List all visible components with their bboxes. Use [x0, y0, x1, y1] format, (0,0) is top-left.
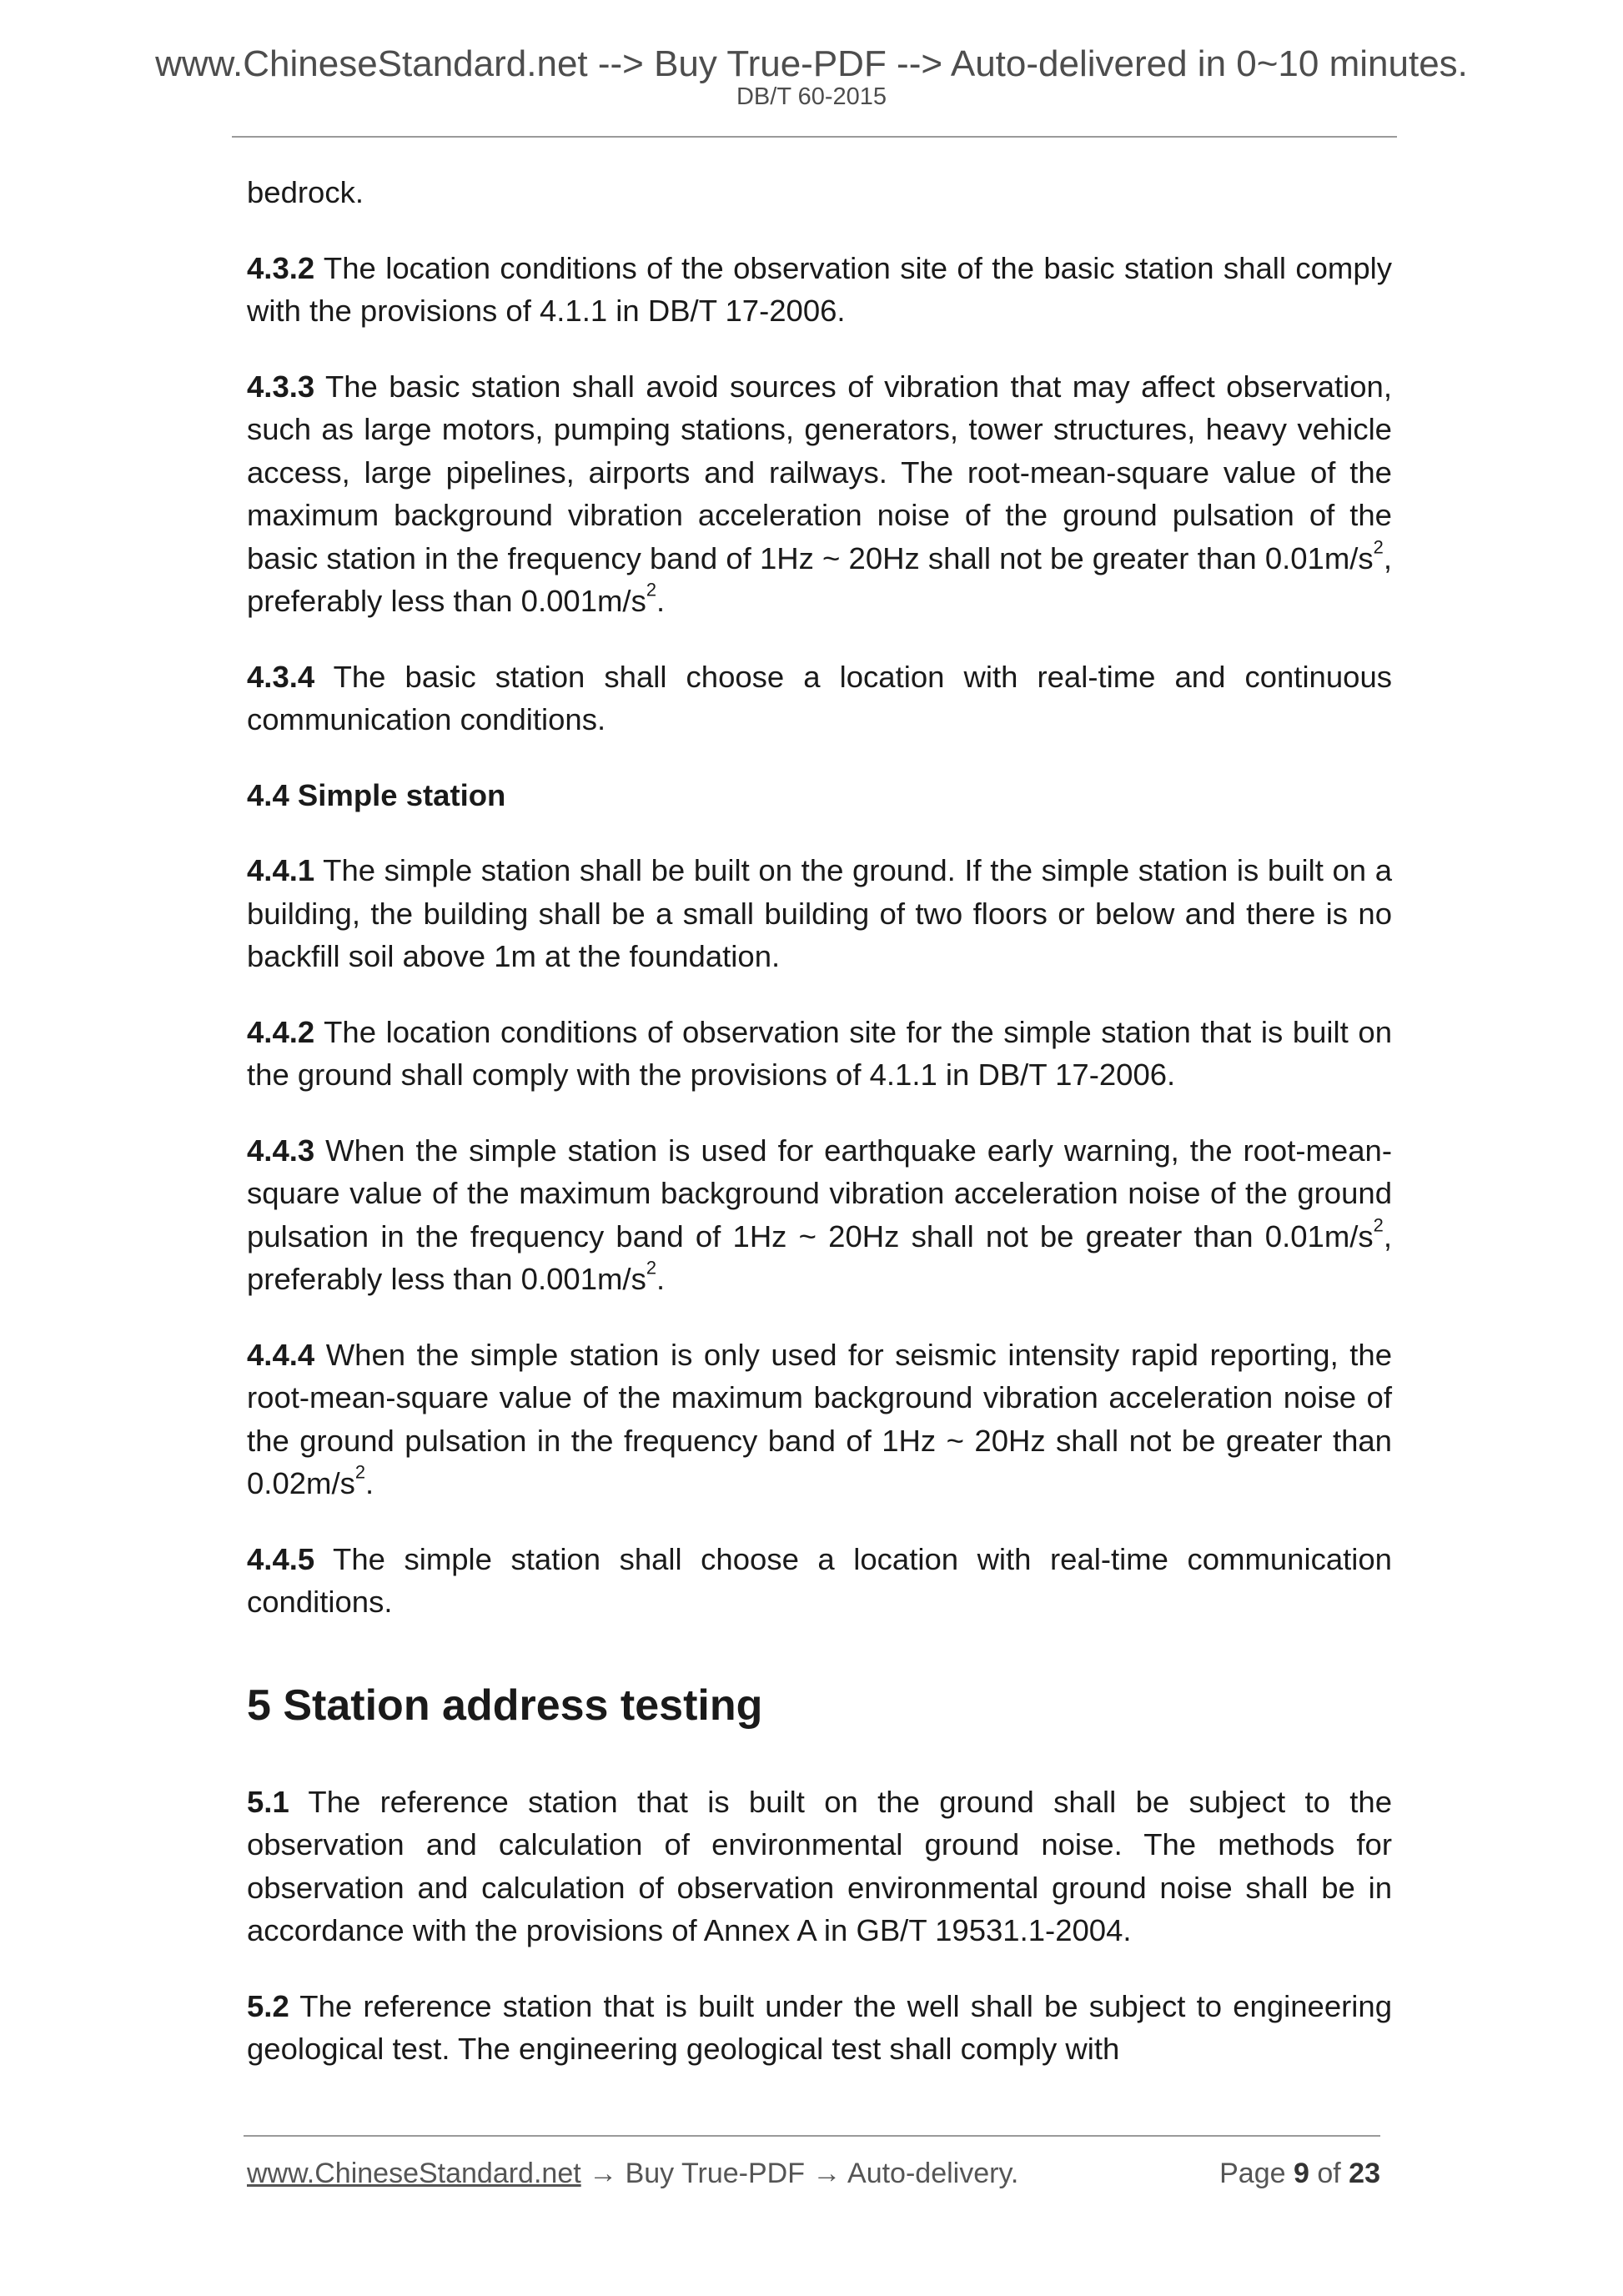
buy-label: Buy True-PDF: [625, 2158, 805, 2189]
section-heading-4-4: 4.4 Simple station: [247, 777, 506, 812]
site-link[interactable]: www.ChineseStandard.net: [247, 2158, 581, 2189]
clause-text: .: [365, 1466, 374, 1500]
site-banner: www.ChineseStandard.net --> Buy True-PDF --> Auto-delivered in 0~10 minutes.: [155, 43, 1468, 84]
page-indicator: [1219, 2158, 1380, 2190]
clause-text: The location conditions of observation site for the simple station that is built on the ground shall comply with the provisions of 4.1.1 in DB/T 17-2006.: [247, 1014, 1392, 1092]
clause-text: The simple station shall choose a location with real-time communication conditions.: [247, 1541, 1392, 1619]
clause-number: 4.4.4: [247, 1337, 315, 1372]
clause-text: The basic station shall avoid sources of vibration that may affect observation, such as large motors, pumping stations, generators, tower structures, heavy vehicle access, large pipelines, airports and railways. The root-mean-square value of the maximum background vibration acceleration noise of the ground pulsation of the basic station in the frequency band of 1Hz ~ 20Hz shall not be greater than 0.01m/s: [247, 369, 1392, 575]
clause-number: 4.4.1: [247, 853, 315, 887]
clause-number: 4.4.5: [247, 1541, 315, 1576]
auto-delivery-label: Auto-delivery.: [847, 2158, 1019, 2189]
clause-number: 4.3.2: [247, 250, 315, 285]
clause-text: , preferably less than 0.001m/s: [247, 540, 1392, 618]
superscript: 2: [354, 1461, 366, 1483]
footer-divider: [244, 2135, 1380, 2137]
clause-number: 4.4.3: [247, 1133, 315, 1168]
clause-4-3-2: [247, 247, 1392, 333]
header-divider: [232, 136, 1397, 138]
clause-number: 4.4.2: [247, 1014, 315, 1049]
clause-text: .: [656, 1262, 666, 1296]
paragraph-continuation: bedrock.: [247, 175, 364, 209]
clause-number: 5.1: [247, 1784, 289, 1819]
clause-4-4-1: [247, 849, 1392, 978]
clause-text: The location conditions of the observation site of the basic station shall comply with the provisions of 4.1.1 in DB/T 17-2006.: [247, 250, 1392, 328]
chapter-heading-5: 5 Station address testing: [247, 1681, 763, 1730]
clause-5-2: [247, 1985, 1392, 2071]
clause-number: 4.3.3: [247, 369, 315, 404]
clause-4-3-3: [247, 365, 1392, 623]
clause-4-4-2: [247, 1011, 1392, 1097]
clause-text: When the simple station is used for earthquake early warning, the root-mean-square value of the maximum background vibration acceleration noise of the ground pulsation in the frequency band of 1Hz ~ 20Hz shall not be greater than 0.01m/s: [247, 1133, 1392, 1254]
page-footer: [247, 2158, 1380, 2199]
page-total: 23: [1349, 2158, 1380, 2189]
page-content: [247, 171, 1392, 2103]
superscript: 2: [646, 1257, 657, 1279]
clause-number: 5.2: [247, 1988, 289, 2023]
superscript: 2: [646, 579, 657, 600]
clause-4-4-4: [247, 1334, 1392, 1505]
clause-4-4-5: [247, 1538, 1392, 1624]
page-label: Page: [1219, 2158, 1286, 2189]
footer-left: [247, 2158, 1018, 2190]
clause-text: The reference station that is built under the well shall be subject to engineering geological test. The engineering geological test shall comply with: [247, 1988, 1392, 2066]
clause-text: The reference station that is built on the ground shall be subject to the observation and calculation of environmental ground noise. The methods for observation and calculation of observation environmental ground noise shall be in accordance with the provisions of Annex A in GB/T 19531.1-2004.: [247, 1784, 1392, 1947]
clause-text: , preferably less than 0.001m/s: [247, 1218, 1392, 1296]
clause-4-4-3: [247, 1129, 1392, 1301]
clause-text: .: [656, 584, 666, 618]
arrow-icon: →: [804, 2158, 848, 2189]
page-number: 9: [1293, 2158, 1309, 2189]
of-label: of: [1317, 2158, 1341, 2189]
clause-4-3-4: [247, 656, 1392, 741]
document-id: DB/T 60-2015: [736, 83, 887, 110]
superscript: 2: [1373, 1213, 1384, 1235]
clause-text: The basic station shall choose a location with real-time and continuous communication conditions.: [247, 659, 1392, 736]
clause-5-1: [247, 1781, 1392, 1952]
clause-number: 4.3.4: [247, 659, 315, 694]
arrow-icon: →: [580, 2158, 626, 2189]
superscript: 2: [1373, 535, 1384, 557]
clause-text: When the simple station is only used for seismic intensity rapid reporting, the root-mean-square value of the maximum background vibration acceleration noise of the ground pulsation in the frequency band of 1Hz ~ 20Hz shall not be greater than 0.02m/s: [247, 1337, 1392, 1500]
clause-text: The simple station shall be built on the ground. If the simple station is built on a building, the building shall be a small building of two floors or below and there is no backfill soil above 1m at the foundation.: [247, 853, 1392, 973]
